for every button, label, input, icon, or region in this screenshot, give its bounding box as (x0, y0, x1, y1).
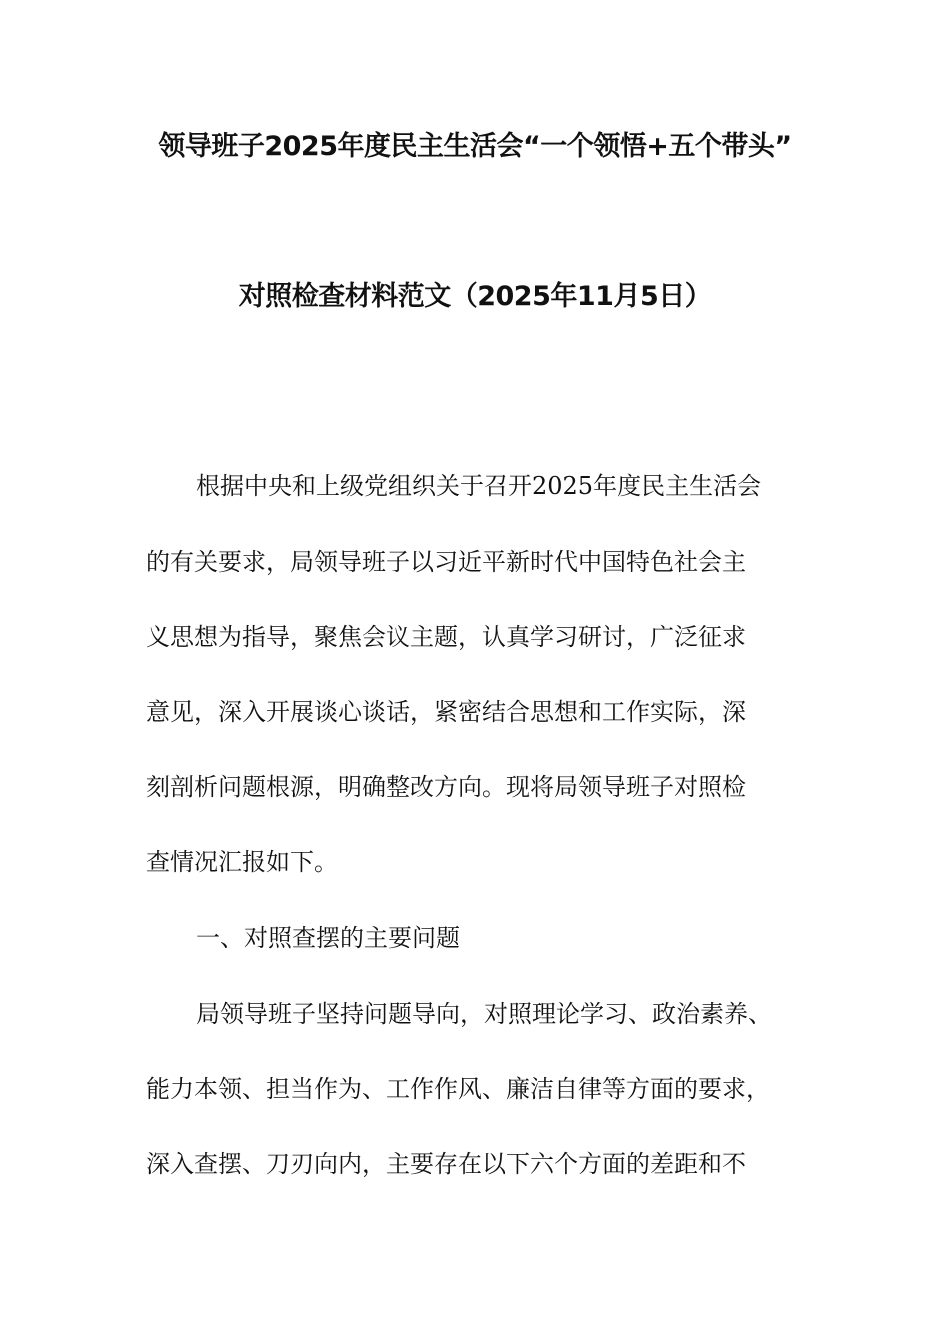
paragraph-1-line-6: 查情况汇报如下。 (146, 848, 338, 876)
paragraph-2-line-1: 局领导班子坚持问题导向，对照理论学习、政治素养、 (196, 1000, 772, 1028)
paragraph-2-line-3: 深入查摆、刀刃向内，主要存在以下六个方面的差距和不 (146, 1150, 746, 1178)
section-heading-1: 一、对照查摆的主要问题 (196, 924, 460, 952)
document-title-line-2: 对照检查材料范文（2025年11月5日） (238, 281, 712, 312)
paragraph-1-line-2: 的有关要求，局领导班子以习近平新时代中国特色社会主 (146, 548, 746, 576)
paragraph-1-line-5: 刻剖析问题根源，明确整改方向。现将局领导班子对照检 (146, 773, 746, 801)
paragraph-2-line-2: 能力本领、担当作为、工作作风、廉洁自律等方面的要求， (146, 1075, 770, 1103)
paragraph-1-line-1: 根据中央和上级党组织关于召开2025年度民主生活会 (196, 472, 762, 500)
paragraph-1-line-4: 意见，深入开展谈心谈话，紧密结合思想和工作实际，深 (146, 698, 746, 726)
document-title-line-1: 领导班子2025年度民主生活会“一个领悟+五个带头” (158, 131, 792, 162)
paragraph-1-line-3: 义思想为指导，聚焦会议主题，认真学习研讨，广泛征求 (146, 623, 746, 651)
